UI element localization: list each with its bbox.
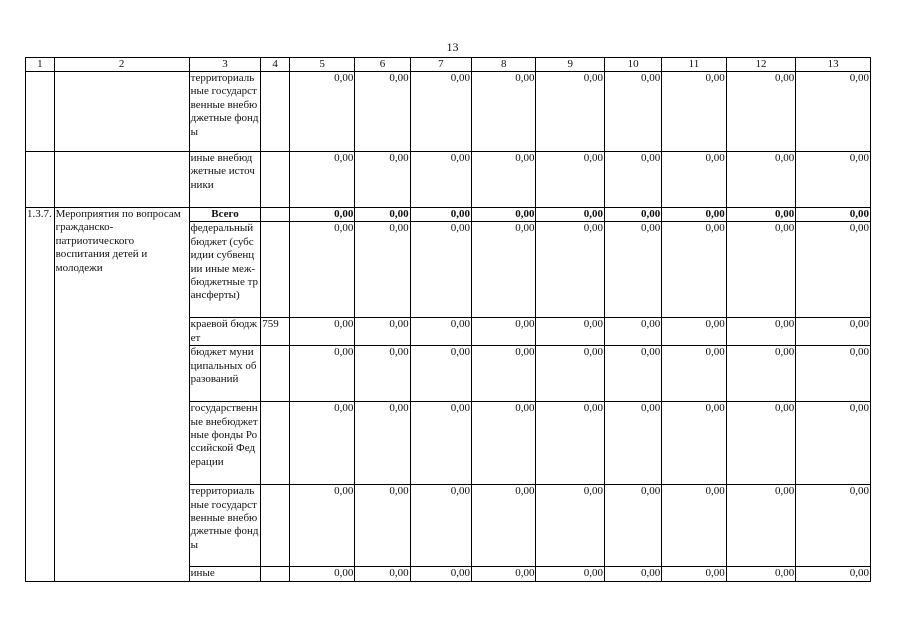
value-cell: 0,00 — [472, 152, 536, 208]
value-cell: 0,00 — [604, 567, 661, 581]
funding-source-cell: Всего — [189, 208, 261, 222]
value-cell: 0,00 — [662, 152, 726, 208]
value-cell: 0,00 — [662, 208, 726, 222]
column-header: 11 — [662, 58, 726, 72]
value-cell: 0,00 — [604, 208, 661, 222]
value-cell: 0,00 — [536, 567, 605, 581]
value-cell: 0,00 — [536, 485, 605, 567]
value-cell: 0,00 — [726, 222, 796, 318]
funding-source-cell: краевой бюджет — [189, 318, 261, 346]
value-cell: 0,00 — [410, 567, 471, 581]
value-cell: 0,00 — [355, 346, 410, 402]
value-cell: 0,00 — [410, 152, 471, 208]
measure-name-cell — [54, 152, 189, 208]
value-cell: 0,00 — [796, 402, 871, 485]
value-cell: 0,00 — [726, 567, 796, 581]
value-cell: 0,00 — [355, 222, 410, 318]
value-cell: 0,00 — [662, 222, 726, 318]
value-cell: 0,00 — [536, 222, 605, 318]
value-cell: 0,00 — [604, 346, 661, 402]
funding-source-cell: федеральный бюджет (субсидии субвенции иные меж-бюджетные трансферты) — [189, 222, 261, 318]
table-row — [26, 152, 871, 208]
value-cell: 0,00 — [726, 208, 796, 222]
column-header: 5 — [289, 58, 354, 72]
value-cell: 0,00 — [410, 485, 471, 567]
row-number-cell — [26, 152, 55, 208]
column-header: 4 — [261, 58, 290, 72]
value-cell: 0,00 — [604, 485, 661, 567]
value-cell: 0,00 — [472, 72, 536, 152]
value-cell: 0,00 — [355, 208, 410, 222]
value-cell: 0,00 — [410, 208, 471, 222]
column-header: 3 — [189, 58, 261, 72]
column-header: 6 — [355, 58, 410, 72]
page-number: 13 — [446, 40, 459, 54]
value-cell: 0,00 — [796, 72, 871, 152]
row-number-cell — [26, 72, 55, 152]
value-cell: 0,00 — [289, 72, 354, 152]
column-header: 9 — [536, 58, 605, 72]
value-cell: 0,00 — [472, 318, 536, 346]
code-cell — [261, 208, 290, 222]
value-cell: 0,00 — [289, 485, 354, 567]
value-cell: 0,00 — [536, 152, 605, 208]
code-cell — [261, 222, 290, 318]
column-header: 2 — [54, 58, 189, 72]
column-header: 12 — [726, 58, 796, 72]
value-cell: 0,00 — [796, 346, 871, 402]
value-cell: 0,00 — [604, 402, 661, 485]
value-cell: 0,00 — [662, 72, 726, 152]
funding-source-cell: государственные внебюджетные фонды Российской Федерации — [189, 402, 261, 485]
value-cell: 0,00 — [536, 72, 605, 152]
row-number-cell: 1.3.7. — [26, 208, 55, 582]
value-cell: 0,00 — [726, 485, 796, 567]
measure-name-cell: Мероприятия по вопросам гражданско-патриотического воспитания детей и молодежи — [54, 208, 189, 582]
value-cell: 0,00 — [536, 208, 605, 222]
value-cell: 0,00 — [355, 567, 410, 581]
value-cell: 0,00 — [410, 318, 471, 346]
table-row — [26, 208, 871, 222]
value-cell: 0,00 — [472, 567, 536, 581]
code-cell — [261, 567, 290, 581]
value-cell: 0,00 — [604, 152, 661, 208]
value-cell: 0,00 — [355, 72, 410, 152]
value-cell: 0,00 — [289, 208, 354, 222]
value-cell: 0,00 — [796, 208, 871, 222]
budget-table — [25, 57, 871, 582]
code-cell — [261, 346, 290, 402]
value-cell: 0,00 — [726, 346, 796, 402]
value-cell: 0,00 — [289, 402, 354, 485]
value-cell: 0,00 — [472, 485, 536, 567]
code-cell — [261, 402, 290, 485]
value-cell: 0,00 — [289, 222, 354, 318]
value-cell: 0,00 — [472, 402, 536, 485]
value-cell: 0,00 — [796, 485, 871, 567]
funding-source-cell: бюджет муниципальных образований — [189, 346, 261, 402]
value-cell: 0,00 — [355, 485, 410, 567]
value-cell: 0,00 — [796, 318, 871, 346]
value-cell: 0,00 — [662, 567, 726, 581]
column-header-row — [26, 58, 871, 72]
measure-name-cell — [54, 72, 189, 152]
value-cell: 0,00 — [289, 346, 354, 402]
value-cell: 0,00 — [662, 485, 726, 567]
funding-source-cell: иные внебюджетные источники — [189, 152, 261, 208]
funding-source-cell: территориальные государственные внебюджетные фонды — [189, 72, 261, 152]
value-cell: 0,00 — [355, 318, 410, 346]
value-cell: 0,00 — [662, 346, 726, 402]
value-cell: 0,00 — [410, 402, 471, 485]
column-header: 13 — [796, 58, 871, 72]
value-cell: 0,00 — [604, 222, 661, 318]
value-cell: 0,00 — [726, 402, 796, 485]
value-cell: 0,00 — [355, 152, 410, 208]
value-cell: 0,00 — [536, 346, 605, 402]
value-cell: 0,00 — [726, 72, 796, 152]
column-header: 10 — [604, 58, 661, 72]
value-cell: 0,00 — [289, 318, 354, 346]
value-cell: 0,00 — [410, 346, 471, 402]
value-cell: 0,00 — [472, 346, 536, 402]
value-cell: 0,00 — [796, 567, 871, 581]
value-cell: 0,00 — [726, 318, 796, 346]
value-cell: 0,00 — [662, 402, 726, 485]
column-header: 7 — [410, 58, 471, 72]
value-cell: 0,00 — [796, 152, 871, 208]
table-row — [26, 72, 871, 152]
column-header: 1 — [26, 58, 55, 72]
value-cell: 0,00 — [355, 402, 410, 485]
column-header: 8 — [472, 58, 536, 72]
value-cell: 0,00 — [536, 402, 605, 485]
funding-source-cell: территориальные государственные внебюджетные фонды — [189, 485, 261, 567]
value-cell: 0,00 — [289, 152, 354, 208]
value-cell: 0,00 — [604, 72, 661, 152]
value-cell: 0,00 — [472, 208, 536, 222]
value-cell: 0,00 — [662, 318, 726, 346]
code-cell — [261, 152, 290, 208]
code-cell — [261, 72, 290, 152]
value-cell: 0,00 — [410, 72, 471, 152]
value-cell: 0,00 — [726, 152, 796, 208]
value-cell: 0,00 — [289, 567, 354, 581]
value-cell: 0,00 — [410, 222, 471, 318]
value-cell: 0,00 — [796, 222, 871, 318]
funding-source-cell: иные — [189, 567, 261, 581]
value-cell: 0,00 — [604, 318, 661, 346]
value-cell: 0,00 — [472, 222, 536, 318]
code-cell: 759 — [261, 318, 290, 346]
value-cell: 0,00 — [536, 318, 605, 346]
code-cell — [261, 485, 290, 567]
